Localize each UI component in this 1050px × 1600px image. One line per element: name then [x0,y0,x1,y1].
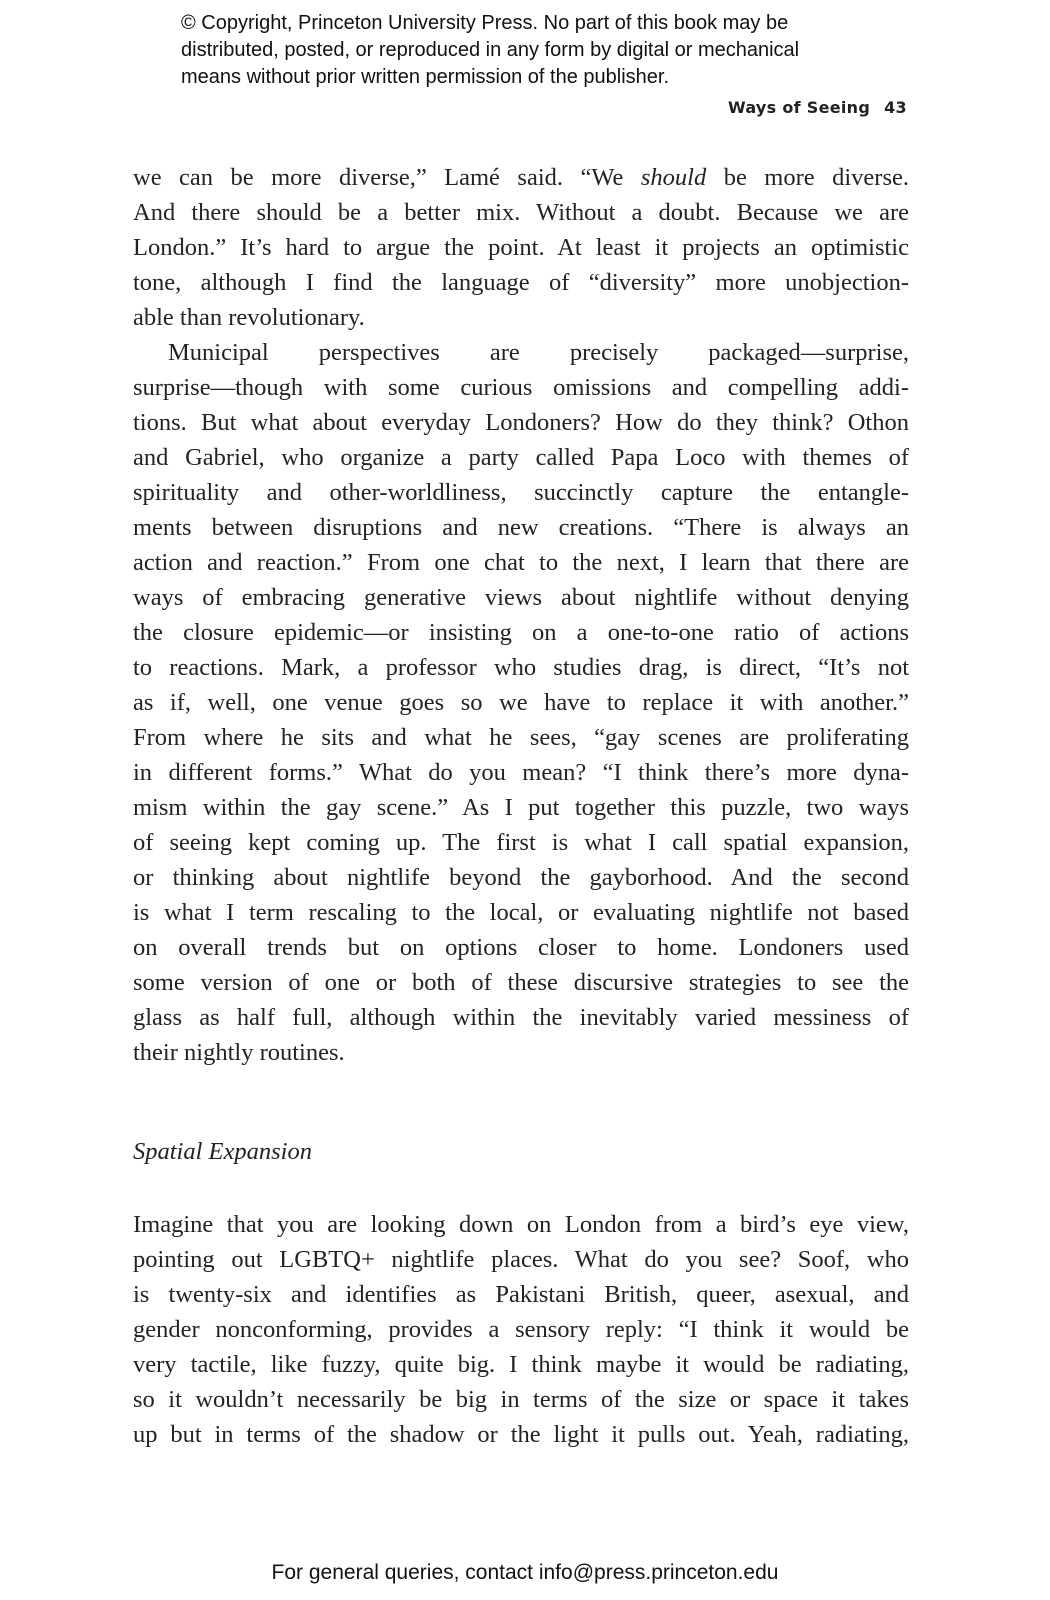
text-line: From where he sits and what he sees, “gay scenes are proliferating [133,724,909,751]
copyright-line: © Copyright, Princeton University Press. No part of this book may be [181,12,789,34]
text-line: surprise—though with some curious omissions and compelling addi- [133,374,909,401]
text-span: be more diverse. [706,164,909,191]
text-line: in different forms.” What do you mean? “I think there’s more dyna- [133,759,909,786]
text-line: London.” It’s hard to argue the point. At least it projects an optimistic [133,234,909,261]
text-line: or thinking about nightlife beyond the gayborhood. And the second [133,864,909,891]
text-line: their nightly routines. [133,1039,345,1066]
text-line: is what I term rescaling to the local, or evaluating nightlife not based [133,899,909,926]
emphasis-span: should [640,164,707,191]
text-line: very tactile, like fuzzy, quite big. I think maybe it would be radiating, [133,1351,909,1378]
section-subheading: Spatial Expansion [133,1138,312,1165]
text-line: as if, well, one venue goes so we have to replace it with another.” [133,689,909,716]
text-line: action and reaction.” From one chat to the next, I learn that there are [133,549,909,576]
text-line: ways of embracing generative views about nightlife without denying [133,584,909,611]
text-line: tions. But what about everyday Londoners? How do they think? Othon [133,409,909,436]
copyright-line: means without prior written permission of the publisher. [181,66,670,88]
text-line: is twenty-six and identifies as Pakistani British, queer, asexual, and [133,1281,909,1308]
text-line: to reactions. Mark, a professor who studies drag, is direct, “It’s not [133,654,909,681]
page-number: 43 [884,98,907,117]
footer-contact: For general queries, contact info@press.princeton.edu [271,1561,779,1584]
body-text-lower [133,1207,909,1452]
text-span: we can be more diverse,” Lamé said. “We [133,164,641,191]
text-line: Municipal perspectives are precisely packaged—surprise, [168,339,909,366]
text-line: Imagine that you are looking down on London from a bird’s eye view, [133,1211,909,1238]
copyright-line: distributed, posted, or reproduced in any form by digital or mechanical [181,39,800,61]
text-line: ments between disruptions and new creations. “There is always an [133,514,909,541]
text-line: on overall trends but on options closer to home. Londoners used [133,934,909,961]
text-line: able than revolutionary. [133,304,365,331]
text-line: pointing out LGBTQ+ nightlife places. What do you see? Soof, who [133,1246,909,1273]
running-head-title: Ways of Seeing [727,98,871,117]
copyright-notice [181,10,881,91]
text-line: tone, although I find the language of “diversity” more unobjection- [133,269,909,296]
text-line: gender nonconforming, provides a sensory reply: “I think it would be [133,1316,909,1343]
text-line: mism within the gay scene.” As I put together this puzzle, two ways [133,794,909,821]
text-line: and Gabriel, who organize a party called Papa Loco with themes of [133,444,909,471]
text-line: of seeing kept coming up. The first is what I call spatial expansion, [133,829,909,856]
text-line: so it wouldn’t necessarily be big in terms of the size or space it takes [133,1386,909,1413]
text-line: the closure epidemic—or insisting on a one-to-one ratio of actions [133,619,909,646]
running-head [728,98,907,117]
text-line: up but in terms of the shadow or the light it pulls out. Yeah, radiating, [133,1421,909,1448]
text-line [133,160,909,195]
text-line: And there should be a better mix. Without a doubt. Because we are [133,199,909,226]
text-line: some version of one or both of these discursive strategies to see the [133,969,909,996]
text-line: spirituality and other-worldliness, succinctly capture the entangle- [133,479,909,506]
body-text-upper [133,160,909,1070]
text-line: glass as half full, although within the inevitably varied messiness of [133,1004,909,1031]
